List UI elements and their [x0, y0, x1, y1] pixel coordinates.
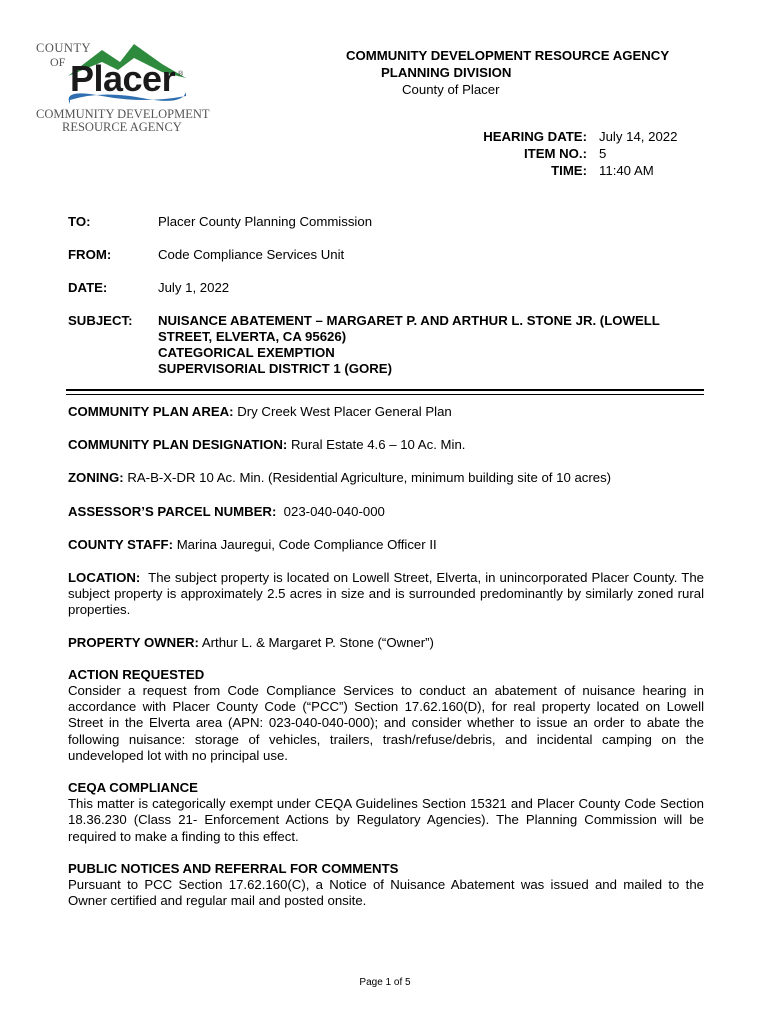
date-label: DATE: [68, 280, 108, 295]
subject-line: STREET, ELVERTA, CA 95626) [158, 329, 347, 344]
page-number: Page 1 of 5 [359, 977, 411, 988]
logo-of-text: OF [50, 55, 66, 69]
county-staff-value: Marina Jauregui, Code Compliance Officer II [176, 536, 437, 552]
plan-designation-line [68, 437, 704, 453]
memo-subject-row [68, 313, 708, 377]
zoning-label: ZONING: [68, 470, 124, 486]
owner-line [68, 635, 704, 651]
subject-value [158, 313, 708, 377]
to-label: TO: [68, 214, 91, 229]
double-rule-bottom [66, 394, 704, 395]
action-text: Consider a request from Code Compliance Services to conduct an abatement of nuisance hearing in accordance with Placer County Code (“PCC”) Section 17.62.160(D), for real property located on Lowell Street in the Elverta area (APN: 023-040-040-000); and consider whether to issue an order to abate the following nuisance: storage of vehicles, trailers, trash/refuse/debris, and incidental camping on the undeveloped lot with no principal use. [68, 683, 704, 763]
location-paragraph [68, 570, 704, 619]
notices-text: Pursuant to PCC Section 17.62.160(C), a Notice of Nuisance Abatement was issued and mailed to the Owner certified and regular mail and posted onsite. [68, 877, 704, 909]
subject-line: NUISANCE ABATEMENT – MARGARET P. AND ARTHUR L. STONE JR. (LOWELL [158, 313, 660, 328]
apn-line [68, 504, 704, 520]
memo-block [68, 214, 708, 377]
subject-line: SUPERVISORIAL DISTRICT 1 (GORE) [158, 361, 392, 376]
memo-date-row [68, 280, 708, 296]
memo-from-row [68, 247, 708, 263]
double-rule-top [66, 389, 704, 391]
time-row [440, 162, 677, 179]
zoning-value: RA-B-X-DR 10 Ac. Min. (Residential Agriculture, minimum building site of 10 acres) [127, 470, 612, 486]
agency-header [330, 47, 710, 98]
logo-county-text: COUNTY [36, 41, 92, 55]
item-no-row [440, 145, 677, 162]
apn-value: 023-040-040-000 [283, 503, 385, 519]
apn-label: ASSESSOR’S PARCEL NUMBER: [68, 503, 277, 519]
time-value: 11:40 AM [599, 163, 654, 178]
logo-registered-mark: ® [178, 71, 184, 78]
from-label: FROM: [68, 247, 112, 262]
to-value: Placer County Planning Commission [158, 214, 373, 229]
location-label: LOCATION: [68, 570, 141, 586]
report-body [68, 404, 704, 909]
plan-area-value: Dry Creek West Placer General Plan [237, 404, 452, 419]
county-staff-label: COUNTY STAFF: [68, 536, 174, 552]
notices-heading: PUBLIC NOTICES AND REFERRAL FOR COMMENTS [68, 860, 399, 876]
item-no-value: 5 [599, 146, 607, 161]
county-logo [32, 38, 210, 138]
location-value: The subject property is located on Lowell Street, Elverta, in unincorporated Placer County. The subject property is approximately 2.5 acres in size and is surrounded predominantly by similarly zoned rural properties. [68, 570, 704, 618]
subject-label: SUBJECT: [68, 313, 133, 328]
memo-to-row [68, 214, 708, 230]
logo-agency-line2: RESOURCE AGENCY [62, 120, 182, 134]
action-heading: ACTION REQUESTED [68, 666, 205, 682]
zoning-line [68, 470, 704, 486]
plan-area-line [68, 404, 704, 420]
agency-name: COMMUNITY DEVELOPMENT RESOURCE AGENCY [346, 48, 670, 63]
county-staff-line [68, 537, 704, 553]
owner-label: PROPERTY OWNER: [68, 634, 199, 650]
plan-designation-value: Rural Estate 4.6 – 10 Ac. Min. [290, 437, 466, 453]
date-value: July 1, 2022 [158, 280, 230, 295]
hearing-info [440, 128, 677, 179]
ceqa-text: This matter is categorically exempt under CEQA Guidelines Section 15321 and Placer County Code Section 18.36.230 (Class 21- Enforcement Actions by Regulatory Agencies). The Planning Commission will be required to make a finding to this effect. [68, 796, 704, 844]
plan-designation-label: COMMUNITY PLAN DESIGNATION: [68, 437, 288, 453]
division-name: PLANNING DIVISION [381, 65, 512, 80]
owner-value: Arthur L. & Margaret P. Stone (“Owner”) [201, 634, 434, 650]
hearing-date-row [440, 128, 677, 145]
item-no-label: ITEM NO.: [523, 146, 587, 161]
hearing-date-label: HEARING DATE: [483, 129, 587, 144]
logo-agency-line1: COMMUNITY DEVELOPMENT [36, 107, 210, 121]
from-value: Code Compliance Services Unit [158, 247, 345, 262]
county-name: County of Placer [402, 82, 500, 97]
hearing-date-value: July 14, 2022 [599, 129, 678, 144]
time-label: TIME: [551, 163, 587, 178]
logo-placer-text: Placer [70, 58, 176, 99]
ceqa-heading: CEQA COMPLIANCE [68, 780, 198, 796]
subject-line: CATEGORICAL EXEMPTION [158, 345, 335, 360]
plan-area-label: COMMUNITY PLAN AREA: [68, 404, 234, 419]
